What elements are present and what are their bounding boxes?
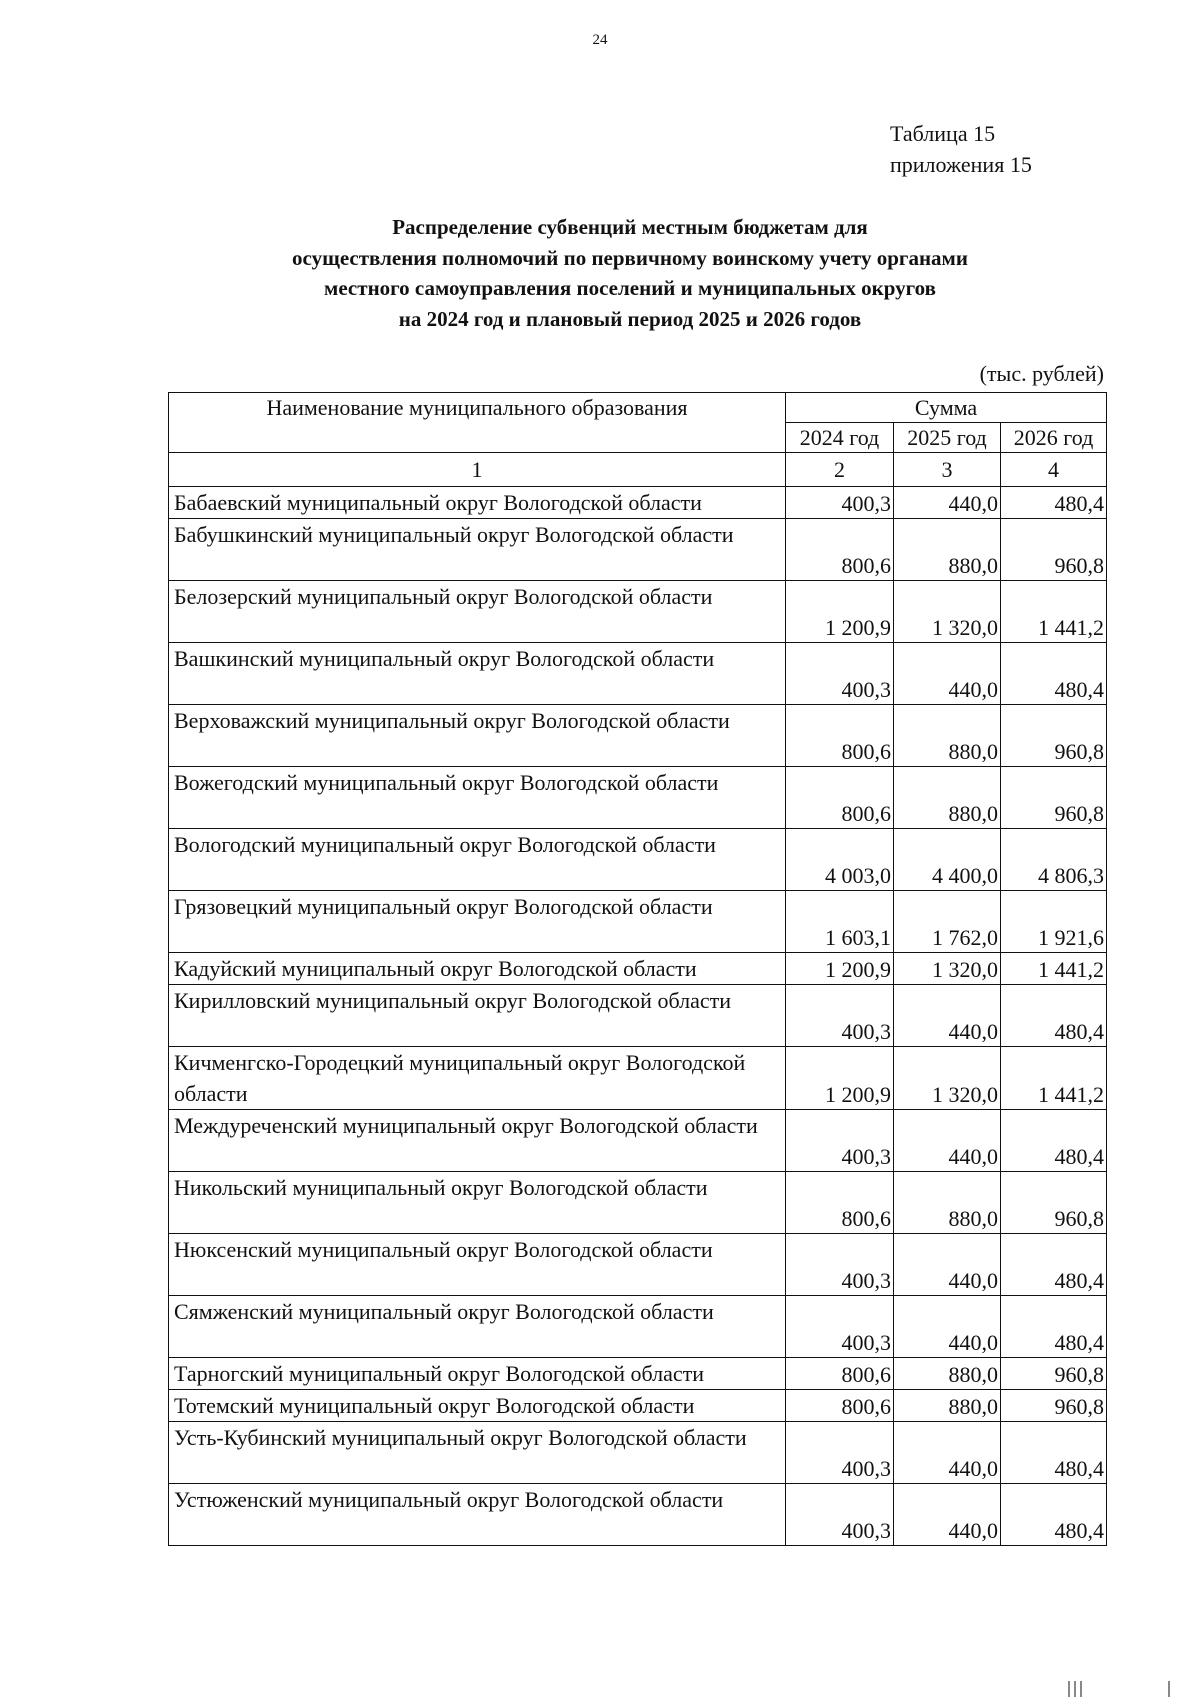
value-2026-cell: 960,8 (1001, 1358, 1107, 1390)
scan-mark (1168, 1681, 1170, 1697)
value-2025-cell: 440,0 (894, 487, 1001, 519)
value-2025-cell: 880,0 (894, 705, 1001, 767)
municipality-name-cell: Кичменгско-Городецкий муниципальный округ Вологодской области (169, 1047, 786, 1110)
municipality-name-cell: Усть-Кубинский муниципальный округ Вологодской области (169, 1422, 786, 1484)
value-2025-cell: 880,0 (894, 1358, 1001, 1390)
table-row (169, 1047, 1107, 1110)
value-2024-cell: 400,3 (786, 1484, 894, 1546)
municipality-name-cell: Вожегодский муниципальный округ Вологодской области (169, 767, 786, 829)
municipality-name-cell: Грязовецкий муниципальный округ Вологодской области (169, 891, 786, 953)
table-label (890, 118, 1032, 180)
header-year-2024: 2024 год (786, 423, 894, 453)
value-2025-cell: 880,0 (894, 1390, 1001, 1422)
table-row (169, 643, 1107, 705)
header-name-cell: Наименование муниципального образования (169, 393, 786, 453)
municipality-name-cell: Устюженский муниципальный округ Вологодской области (169, 1484, 786, 1546)
column-number-2: 2 (786, 453, 894, 487)
value-2024-cell: 400,3 (786, 1296, 894, 1358)
value-2026-cell: 480,4 (1001, 1484, 1107, 1546)
column-number-3: 3 (894, 453, 1001, 487)
title-line-3: местного самоуправления поселений и муниципальных округов (324, 276, 936, 300)
table-row (169, 1390, 1107, 1422)
value-2026-cell: 480,4 (1001, 985, 1107, 1047)
header-row-1 (169, 393, 1107, 423)
page-number: 24 (592, 32, 608, 48)
value-2024-cell: 400,3 (786, 1234, 894, 1296)
municipality-name-cell: Тарногский муниципальный округ Вологодской области (169, 1358, 786, 1390)
value-2025-cell: 1 320,0 (894, 953, 1001, 985)
table-row (169, 1172, 1107, 1234)
value-2024-cell: 800,6 (786, 1358, 894, 1390)
value-2025-cell: 880,0 (894, 1172, 1001, 1234)
value-2026-cell: 960,8 (1001, 1390, 1107, 1422)
value-2024-cell: 800,6 (786, 767, 894, 829)
value-2024-cell: 400,3 (786, 1110, 894, 1172)
value-2025-cell: 880,0 (894, 767, 1001, 829)
value-2025-cell: 1 320,0 (894, 1047, 1001, 1110)
value-2026-cell: 480,4 (1001, 643, 1107, 705)
table-label-number: Таблица 15 (890, 121, 996, 146)
scan-mark (1068, 1681, 1070, 1697)
value-2025-cell: 440,0 (894, 985, 1001, 1047)
value-2025-cell: 440,0 (894, 1422, 1001, 1484)
value-2026-cell: 960,8 (1001, 519, 1107, 581)
value-2026-cell: 480,4 (1001, 1422, 1107, 1484)
value-2024-cell: 400,3 (786, 487, 894, 519)
value-2026-cell: 480,4 (1001, 1296, 1107, 1358)
value-2026-cell: 1 441,2 (1001, 581, 1107, 643)
column-number-1: 1 (169, 453, 786, 487)
table-body (169, 393, 1107, 1546)
value-2026-cell: 960,8 (1001, 1172, 1107, 1234)
title-line-2: осуществления полномочий по первичному воинскому учету органами (292, 245, 968, 270)
municipality-name-cell: Белозерский муниципальный округ Вологодской области (169, 581, 786, 643)
value-2024-cell: 1 603,1 (786, 891, 894, 953)
municipality-name-cell: Тотемский муниципальный округ Вологодской области (169, 1390, 786, 1422)
value-2025-cell: 440,0 (894, 1484, 1001, 1546)
value-2026-cell: 1 441,2 (1001, 1047, 1107, 1110)
value-2026-cell: 480,4 (1001, 1234, 1107, 1296)
table-row (169, 1234, 1107, 1296)
value-2024-cell: 800,6 (786, 1390, 894, 1422)
units-note: (тыс. рублей) (979, 361, 1104, 386)
table-label-appendix: приложения 15 (890, 152, 1032, 177)
table-row (169, 705, 1107, 767)
table-row (169, 1110, 1107, 1172)
municipality-name-cell: Никольский муниципальный округ Вологодской области (169, 1172, 786, 1234)
municipality-name-cell: Сямженский муниципальный округ Вологодской области (169, 1296, 786, 1358)
value-2024-cell: 400,3 (786, 643, 894, 705)
value-2024-cell: 1 200,9 (786, 953, 894, 985)
value-2025-cell: 4 400,0 (894, 829, 1001, 891)
municipality-name-cell: Кирилловский муниципальный округ Вологодской области (169, 985, 786, 1047)
table-row (169, 1422, 1107, 1484)
value-2024-cell: 800,6 (786, 705, 894, 767)
header-sum-cell: Сумма (786, 393, 1107, 423)
value-2024-cell: 1 200,9 (786, 581, 894, 643)
value-2025-cell: 880,0 (894, 519, 1001, 581)
table-row (169, 829, 1107, 891)
value-2025-cell: 1 320,0 (894, 581, 1001, 643)
value-2026-cell: 1 921,6 (1001, 891, 1107, 953)
table-row (169, 953, 1107, 985)
value-2024-cell: 1 200,9 (786, 1047, 894, 1110)
value-2026-cell: 480,4 (1001, 487, 1107, 519)
value-2024-cell: 800,6 (786, 519, 894, 581)
municipality-name-cell: Вашкинский муниципальный округ Вологодской области (169, 643, 786, 705)
table-row (169, 581, 1107, 643)
table-row (169, 487, 1107, 519)
value-2024-cell: 4 003,0 (786, 829, 894, 891)
municipality-name-cell: Кадуйский муниципальный округ Вологодской области (169, 953, 786, 985)
municipality-name-cell: Бабушкинский муниципальный округ Вологодской области (169, 519, 786, 581)
header-year-2025: 2025 год (894, 423, 1001, 453)
value-2025-cell: 440,0 (894, 1234, 1001, 1296)
value-2024-cell: 400,3 (786, 985, 894, 1047)
table-row (169, 1296, 1107, 1358)
municipality-name-cell: Верховажский муниципальный округ Вологодской области (169, 705, 786, 767)
value-2025-cell: 440,0 (894, 643, 1001, 705)
value-2025-cell: 440,0 (894, 1110, 1001, 1172)
value-2024-cell: 400,3 (786, 1422, 894, 1484)
table-row (169, 519, 1107, 581)
table-row (169, 1358, 1107, 1390)
table-row (169, 1484, 1107, 1546)
municipality-name-cell: Вологодский муниципальный округ Вологодской области (169, 829, 786, 891)
municipality-name-cell: Нюксенский муниципальный округ Вологодской области (169, 1234, 786, 1296)
municipality-name-cell: Междуреченский муниципальный округ Вологодской области (169, 1110, 786, 1172)
value-2026-cell: 960,8 (1001, 767, 1107, 829)
value-2025-cell: 1 762,0 (894, 891, 1001, 953)
table-row (169, 767, 1107, 829)
scan-mark (1074, 1681, 1076, 1697)
value-2026-cell: 1 441,2 (1001, 953, 1107, 985)
table-row (169, 891, 1107, 953)
column-number-row (169, 453, 1107, 487)
value-2024-cell: 800,6 (786, 1172, 894, 1234)
title-line-4: на 2024 год и плановый период 2025 и 2026 годов (398, 306, 862, 331)
document-title (210, 212, 1050, 334)
municipality-name-cell: Бабаевский муниципальный округ Вологодской области (169, 487, 786, 519)
subvention-table (168, 392, 1107, 1546)
value-2026-cell: 4 806,3 (1001, 829, 1107, 891)
value-2026-cell: 480,4 (1001, 1110, 1107, 1172)
value-2026-cell: 960,8 (1001, 705, 1107, 767)
table-row (169, 985, 1107, 1047)
value-2025-cell: 440,0 (894, 1296, 1001, 1358)
header-year-2026: 2026 год (1001, 423, 1107, 453)
scan-mark (1080, 1681, 1082, 1697)
title-line-1: Распределение субвенций местным бюджетам для (392, 215, 868, 239)
column-number-4: 4 (1001, 453, 1107, 487)
